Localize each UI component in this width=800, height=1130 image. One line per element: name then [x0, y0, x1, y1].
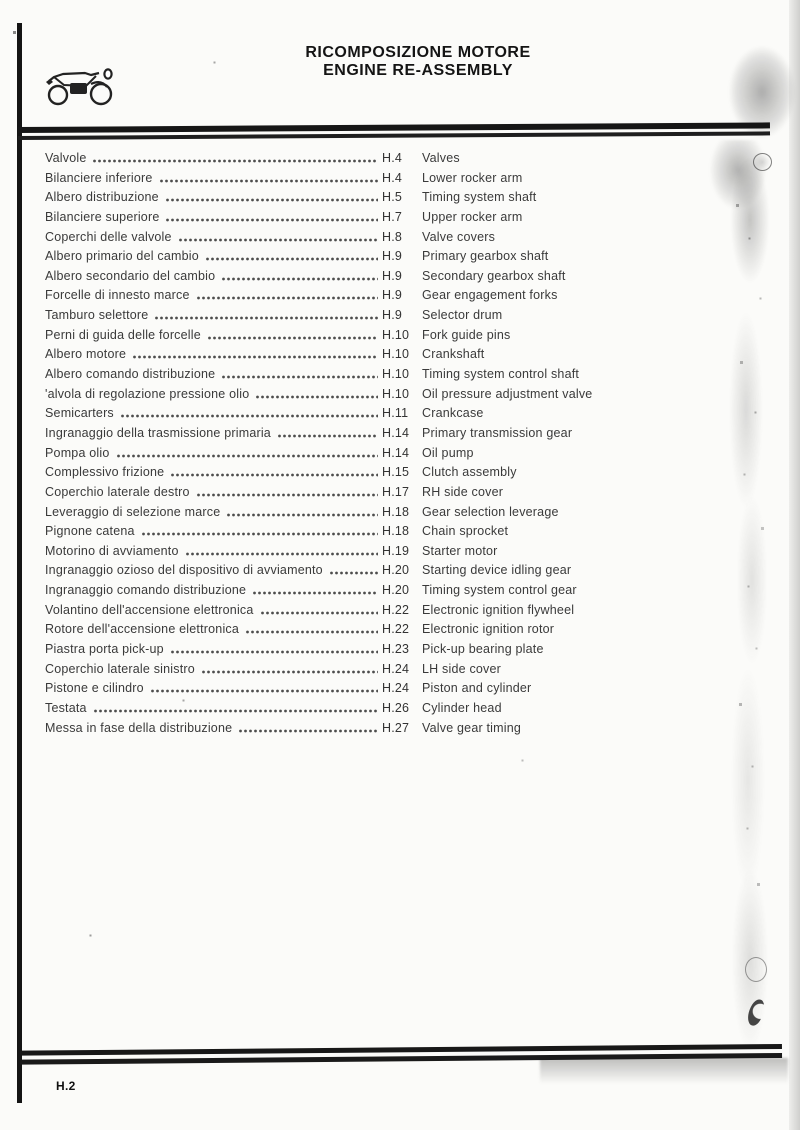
dot-leader: [160, 173, 378, 183]
toc-page-ref: H.18: [382, 504, 410, 519]
toc-page-ref: H.7: [382, 209, 403, 224]
toc-item-english: Oil pump: [422, 445, 474, 460]
dot-leader: [93, 153, 378, 163]
dot-leader: [239, 723, 378, 733]
toc-item-italian: Motorino di avviamento: [45, 543, 179, 558]
toc-page-ref: H.26: [382, 700, 410, 715]
toc-row: [45, 505, 765, 525]
toc-left-cell: [45, 347, 382, 361]
toc-item-english: Chain sprocket: [422, 524, 509, 539]
toc-row: [45, 485, 765, 505]
toc-row: [45, 387, 765, 407]
toc-item-italian: Bilanciere superiore: [45, 209, 160, 224]
toc-page-ref: H.22: [382, 602, 410, 617]
toc-left-cell: [45, 701, 382, 715]
toc-row: [45, 230, 765, 250]
toc-item-english: Piston and cylinder: [422, 681, 532, 696]
toc-item-english: Secondary gearbox shaft: [422, 268, 566, 283]
toc-item-english: Upper rocker arm: [422, 209, 523, 224]
toc-item-english: LH side cover: [422, 661, 502, 676]
toc-item-english: Timing system control shaft: [422, 367, 580, 382]
toc-row: [45, 249, 765, 269]
toc-item-italian: Perni di guida delle forcelle: [45, 327, 201, 342]
dot-leader: [197, 487, 378, 497]
toc-row: [45, 328, 765, 348]
toc-row: [45, 190, 765, 210]
left-border-rule: [17, 23, 22, 1103]
toc-left-cell: [45, 387, 382, 401]
toc-item-italian: Tamburo selettore: [45, 308, 149, 323]
page-number: H.2: [56, 1079, 76, 1093]
toc-left-cell: [45, 642, 382, 656]
toc-item-italian: Volantino dell'accensione elettronica: [45, 602, 254, 617]
toc-list: [45, 151, 765, 740]
toc-item-english: Crankcase: [422, 406, 484, 421]
toc-item-english: Timing system control gear: [422, 583, 577, 598]
toc-page-ref: H.22: [382, 622, 410, 637]
toc-row: [45, 701, 765, 721]
toc-page-ref: H.24: [382, 681, 410, 696]
toc-item-english: Cylinder head: [422, 700, 502, 715]
dot-leader: [278, 428, 378, 438]
toc-item-english: Lower rocker arm: [422, 170, 523, 185]
toc-left-cell: [45, 190, 382, 204]
toc-row: [45, 721, 765, 741]
toc-item-english: Valves: [422, 151, 460, 165]
toc-row: [45, 426, 765, 446]
toc-row: [45, 544, 765, 564]
scan-specks: [0, 0, 1, 1]
toc-row: [45, 603, 765, 623]
toc-item-english: Oil pressure adjustment valve: [422, 386, 593, 401]
toc-item-italian: Semicarters: [45, 406, 114, 421]
toc-left-cell: [45, 563, 382, 577]
toc-item-italian: Ingranaggio ozioso del dispositivo di avviamento: [45, 563, 323, 578]
toc-item-english: Pick-up bearing plate: [422, 642, 544, 657]
toc-row: [45, 406, 765, 426]
toc-item-english: Valve covers: [422, 229, 496, 244]
dot-leader: [133, 349, 378, 359]
toc-row: [45, 583, 765, 603]
toc-left-cell: [45, 622, 382, 636]
toc-page-ref: H.24: [382, 661, 410, 676]
toc-page-ref: H.8: [382, 229, 403, 244]
dot-leader: [186, 546, 378, 556]
toc-item-english: Timing system shaft: [422, 190, 537, 205]
toc-row: [45, 347, 765, 367]
toc-page-ref: H.4: [382, 151, 403, 165]
toc-page-ref: H.10: [382, 386, 410, 401]
toc-item-italian: Rotore dell'accensione elettronica: [45, 622, 240, 637]
dot-leader: [155, 310, 378, 320]
toc-item-italian: Valvole: [45, 151, 87, 165]
toc-item-english: Gear selection leverage: [422, 504, 559, 519]
toc-item-italian: Coperchio laterale destro: [45, 484, 190, 499]
toc-page-ref: H.27: [382, 720, 410, 735]
toc-page-ref: H.18: [382, 524, 410, 539]
toc-left-cell: [45, 603, 382, 617]
toc-page-ref: H.9: [382, 288, 403, 303]
toc-left-cell: [45, 485, 382, 499]
toc-page-ref: H.9: [382, 308, 403, 323]
toc-page-ref: H.17: [382, 484, 410, 499]
dot-leader: [197, 290, 378, 300]
toc-item-english: RH side cover: [422, 484, 504, 499]
toc-item-italian: Pignone catena: [45, 524, 135, 539]
toc-row: [45, 446, 765, 466]
toc-row: [45, 151, 765, 171]
toc-item-italian: Albero distribuzione: [45, 190, 159, 205]
toc-left-cell: [45, 505, 382, 519]
toc-item-italian: Piastra porta pick-up: [45, 642, 164, 657]
toc-page-ref: H.23: [382, 642, 410, 657]
scan-smudge: [540, 1058, 788, 1084]
toc-item-italian: 'alvola di regolazione pressione olio: [45, 386, 250, 401]
toc-left-cell: [45, 426, 382, 440]
toc-item-italian: Albero comando distribuzione: [45, 367, 216, 382]
toc-page-ref: H.4: [382, 170, 403, 185]
toc-item-italian: Ingranaggio della trasmissione primaria: [45, 425, 271, 440]
toc-item-italian: Leveraggio di selezione marce: [45, 504, 221, 519]
toc-item-italian: Testata: [45, 700, 87, 715]
toc-item-english: Starting device idling gear: [422, 563, 572, 578]
toc-page-ref: H.20: [382, 583, 410, 598]
toc-page-ref: H.9: [382, 268, 403, 283]
toc-item-italian: Albero motore: [45, 347, 127, 362]
toc-row: [45, 171, 765, 191]
toc-page-ref: H.10: [382, 367, 410, 382]
page-edge-shadow: [789, 0, 800, 1130]
toc-item-english: Valve gear timing: [422, 720, 522, 735]
toc-item-italian: Coperchi delle valvole: [45, 229, 172, 244]
toc-left-cell: [45, 465, 382, 479]
dot-leader: [142, 526, 378, 536]
toc-left-cell: [45, 269, 382, 283]
toc-left-cell: [45, 367, 382, 381]
toc-item-english: Fork guide pins: [422, 327, 511, 342]
toc-row: [45, 465, 765, 485]
toc-left-cell: [45, 583, 382, 597]
toc-item-italian: Messa in fase della distribuzione: [45, 720, 233, 735]
toc-item-italian: Coperchio laterale sinistro: [45, 661, 195, 676]
toc-row: [45, 681, 765, 701]
toc-page-ref: H.11: [382, 406, 409, 421]
toc-left-cell: [45, 544, 382, 558]
toc-page-ref: H.9: [382, 249, 403, 264]
toc-row: [45, 563, 765, 583]
toc-item-english: Clutch assembly: [422, 465, 517, 480]
toc-page-ref: H.20: [382, 563, 410, 578]
toc-item-english: Primary transmission gear: [422, 425, 573, 440]
toc-item-english: Selector drum: [422, 308, 503, 323]
toc-left-cell: [45, 328, 382, 342]
toc-left-cell: [45, 721, 382, 735]
toc-item-italian: Pistone e cilindro: [45, 681, 144, 696]
toc-item-italian: Albero primario del cambio: [45, 249, 199, 264]
toc-left-cell: [45, 662, 382, 676]
toc-item-italian: Forcelle di innesto marce: [45, 288, 190, 303]
title-italian: RICOMPOSIZIONE MOTORE: [305, 44, 531, 61]
toc-left-cell: [45, 308, 382, 322]
toc-row: [45, 269, 765, 289]
toc-item-english: Electronic ignition flywheel: [422, 602, 575, 617]
toc-row: [45, 367, 765, 387]
toc-item-italian: Albero secondario del cambio: [45, 268, 216, 283]
toc-left-cell: [45, 151, 382, 165]
dot-leader: [227, 507, 378, 517]
toc-item-english: Primary gearbox shaft: [422, 249, 549, 264]
toc-left-cell: [45, 406, 382, 420]
toc-left-cell: [45, 171, 382, 185]
toc-page-ref: H.10: [382, 347, 410, 362]
dot-leader: [151, 683, 378, 693]
toc-row: [45, 524, 765, 544]
ring-mark: [745, 957, 767, 982]
dot-leader: [117, 448, 378, 458]
toc-item-italian: Complessivo frizione: [45, 465, 165, 480]
toc-page-ref: H.10: [382, 327, 410, 342]
toc-left-cell: [45, 210, 382, 224]
dot-leader: [222, 271, 378, 281]
toc-page-ref: H.14: [382, 445, 410, 460]
toc-item-italian: Ingranaggio comando distribuzione: [45, 583, 247, 598]
title-english: ENGINE RE-ASSEMBLY: [323, 62, 513, 79]
page-header: [36, 44, 800, 80]
toc-item-english: Starter motor: [422, 543, 498, 558]
toc-item-italian: Bilanciere inferiore: [45, 170, 153, 185]
toc-row: [45, 210, 765, 230]
toc-row: [45, 622, 765, 642]
toc-left-cell: [45, 288, 382, 302]
dot-leader: [256, 389, 378, 399]
dot-leader: [261, 605, 378, 615]
dot-leader: [246, 624, 378, 634]
dot-leader: [222, 369, 378, 379]
dot-leader: [94, 703, 378, 713]
toc-left-cell: [45, 524, 382, 538]
toc-item-english: Electronic ignition rotor: [422, 622, 555, 637]
toc-item-english: Gear engagement forks: [422, 288, 558, 303]
dot-leader: [206, 251, 378, 261]
toc-row: [45, 308, 765, 328]
dot-leader: [121, 408, 378, 418]
toc-page-ref: H.19: [382, 543, 410, 558]
dot-leader: [171, 644, 378, 654]
dot-leader: [166, 212, 378, 222]
toc-page-ref: H.5: [382, 190, 403, 205]
dot-leader: [253, 585, 378, 595]
dot-leader: [330, 565, 378, 575]
toc-left-cell: [45, 249, 382, 263]
dot-leader: [202, 664, 378, 674]
toc-row: [45, 642, 765, 662]
dot-leader: [171, 467, 378, 477]
toc-item-italian: Pompa olio: [45, 445, 110, 460]
dot-leader: [166, 192, 378, 202]
header-double-rule: [18, 122, 770, 140]
toc-page-ref: H.14: [382, 425, 410, 440]
toc-page-ref: H.15: [382, 465, 410, 480]
toc-left-cell: [45, 446, 382, 460]
dot-leader: [208, 330, 378, 340]
toc-left-cell: [45, 681, 382, 695]
toc-left-cell: [45, 230, 382, 244]
toc-row: [45, 662, 765, 682]
dot-leader: [179, 232, 378, 242]
toc-row: [45, 288, 765, 308]
toc-item-english: Crankshaft: [422, 347, 485, 362]
